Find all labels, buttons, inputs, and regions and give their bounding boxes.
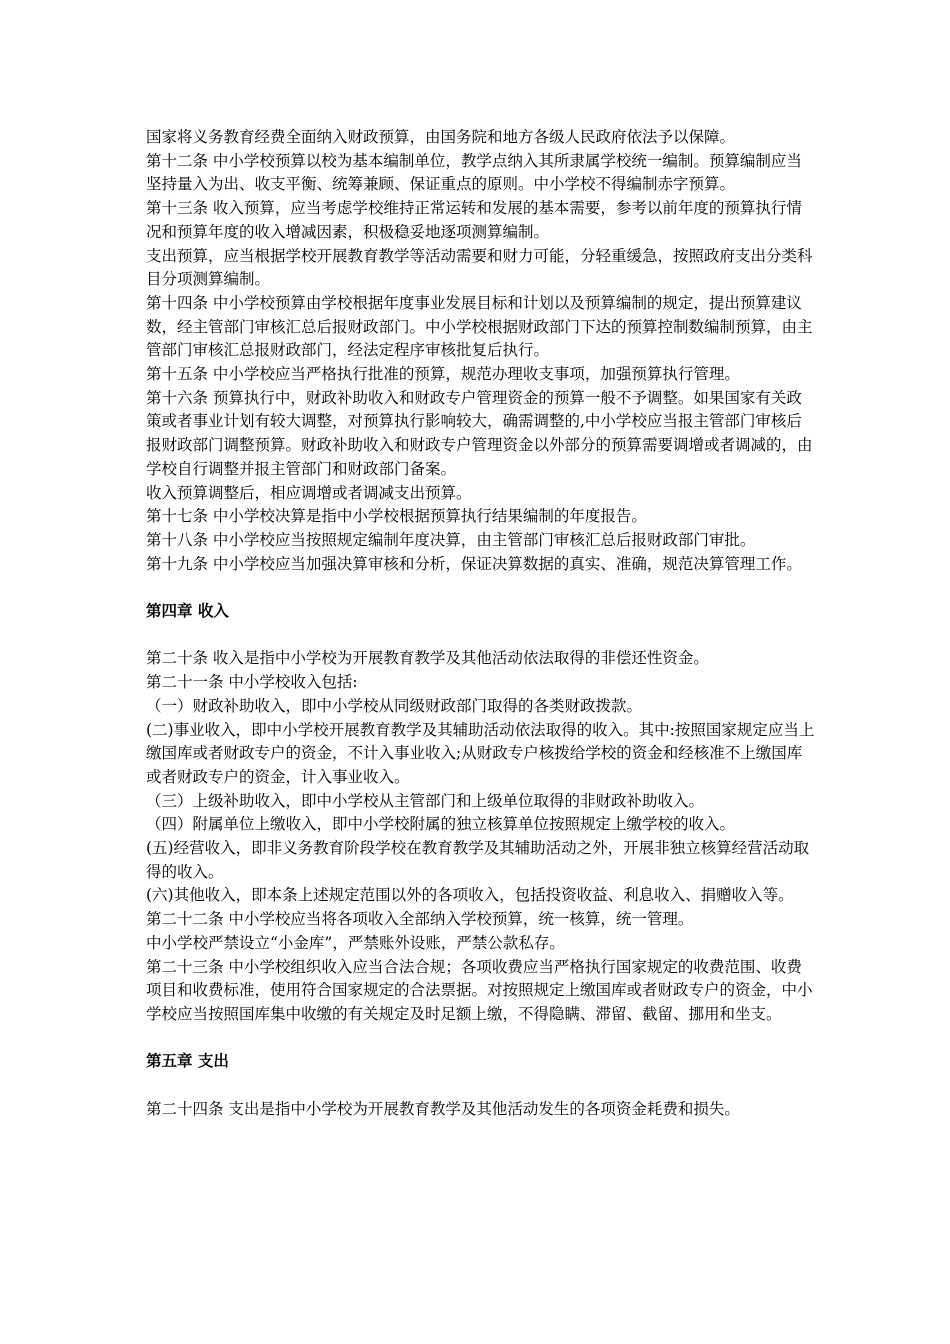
paragraph: 第十三条 收入预算，应当考虑学校维持正常运转和发展的基本需要，参考以前年度的预算执行情况和预算年度的收入增减因素，积极稳妥地逐项测算编制。 xyxy=(146,199,802,241)
paragraph: 第二十一条 中小学校收入包括: xyxy=(146,673,358,692)
paragraph: (六)其他收入，即本条上述规定范围以外的各项收入，包括投资收益、利息收入、捐赠收入等。 xyxy=(146,886,794,905)
paragraph: 收入预算调整后，相应调增或者调减支出预算。 xyxy=(146,483,472,502)
paragraph: 第二十三条 中小学校组织收入应当合法合规；各项收费应当严格执行国家规定的收费范围、收费项目和收费标准，使用符合国家规定的合法票据。对按照规定上缴国库或者财政专户的资金，中小学校应当按照国库集中收缴的有关规定及时足额上缴，不得隐瞒、滞留、截留、挪用和坐支。 xyxy=(146,957,813,1023)
paragraph: 第十六条 预算执行中，财政补助收入和财政专户管理资金的预算一般不予调整。如果国家有关政策或者事业计划有较大调整，对预算执行影响较大，确需调整的,中小学校应当报主管部门审核后报财政部门调整预算。财政补助收入和财政专户管理资金以外部分的预算需要调增或者调减的，由学校自行调整并报主管部门和财政部门备案。 xyxy=(146,388,813,478)
spacer xyxy=(146,1027,816,1051)
paragraph: 第十七条 中小学校决算是指中小学校根据预算执行结果编制的年度报告。 xyxy=(146,507,647,526)
paragraph: （四）附属单位上缴收入，即中小学校附属的独立核算单位按照规定上缴学校的收入。 xyxy=(146,815,736,834)
spacer xyxy=(146,1074,816,1098)
paragraph: 第十八条 中小学校应当按照规定编制年度决算，由主管部门审核汇总后报财政部门审批。 xyxy=(146,530,756,549)
paragraph: 第十九条 中小学校应当加强决算审核和分析，保证决算数据的真实、准确，规范决算管理工作。 xyxy=(146,554,802,573)
paragraph: 第二十二条 中小学校应当将各项收入全部纳入学校预算，统一核算，统一管理。 xyxy=(146,910,694,929)
paragraph: (二)事业收入，即中小学校开展教育教学及其辅助活动依法取得的收入。其中:按照国家规定应当上缴国库或者财政专户的资金，不计入事业收入;从财政专户核拨给学校的资金和经核准不上缴国库或者财政专户的资金，计入事业收入。 xyxy=(146,720,815,786)
paragraph: 第二十条 收入是指中小学校为开展教育教学及其他活动依法取得的非偿还性资金。 xyxy=(146,649,709,668)
paragraph: （一）财政补助收入，即中小学校从同级财政部门取得的各类财政拨款。 xyxy=(146,696,643,715)
paragraph: 第十二条 中小学校预算以校为基本编制单位，教学点纳入其所隶属学校统一编制。预算编制应当坚持量入为出、收支平衡、统筹兼顾、保证重点的原则。中小学校不得编制赤字预算。 xyxy=(146,151,802,194)
paragraph: 第二十四条 支出是指中小学校为开展教育教学及其他活动发生的各项资金耗费和损失。 xyxy=(146,1099,740,1118)
spacer xyxy=(146,576,816,600)
paragraph: 中小学校严禁设立“小金库”，严禁账外设账，严禁公款私存。 xyxy=(146,933,565,952)
paragraph: （三）上级补助收入，即中小学校从主管部门和上级单位取得的非财政补助收入。 xyxy=(146,791,705,810)
paragraph: (五)经营收入，即非义务教育阶段学校在教育教学及其辅助活动之外，开展非独立核算经营活动取得的收入。 xyxy=(146,839,810,881)
paragraph: 第十四条 中小学校预算由学校根据年度事业发展目标和计划以及预算编制的规定，提出预算建议数，经主管部门审核汇总后报财政部门。中小学校根据财政部门下达的预算控制数编制预算，由主管部门审核汇总报财政部门，经法定程序审核批复后执行。 xyxy=(146,293,813,360)
chapter-heading: 第五章 支出 xyxy=(146,1052,229,1071)
chapter-heading: 第四章 收入 xyxy=(146,602,229,621)
spacer xyxy=(146,624,816,648)
paragraph: 支出预算，应当根据学校开展教育教学等活动需要和财力可能，分轻重缓急，按照政府支出分类科目分项测算编制。 xyxy=(146,246,813,289)
paragraph: 第十五条 中小学校应当严格执行批准的预算，规范办理收支事项，加强预算执行管理。 xyxy=(146,365,740,384)
document-body xyxy=(146,126,816,1121)
paragraph: 国家将义务教育经费全面纳入财政预算，由国务院和地方各级人民政府依法予以保障。 xyxy=(146,128,736,146)
